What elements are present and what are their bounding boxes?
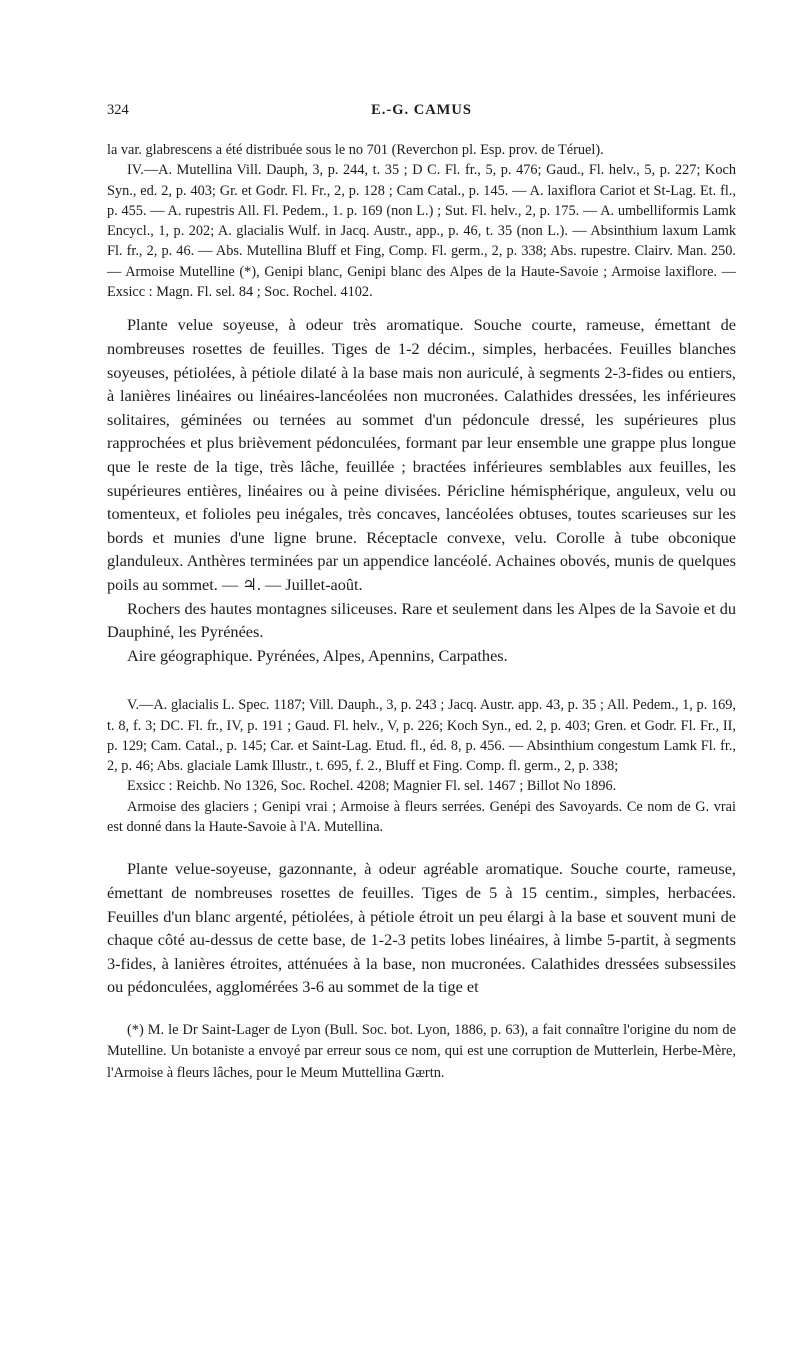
continuation-text: la var. glabrescens a été distribuée sous le no 701 (Reverchon pl. Esp. prov. de Téruel).: [107, 142, 604, 158]
species-iv-distribution: Aire géographique. Pyrénées, Alpes, Apennins, Carpathes.: [127, 645, 508, 665]
species-iv-description: Plante velue soyeuse, à odeur très aromatique. Souche courte, rameuse, émettant de nombreuses rosettes de feuilles. Tiges de 1-2 décim., simples, herbacées. Feuilles blanches soyeuses, pétiolées, à pétiole dilaté à la base mais non auriculé, à segments 2-3-fides ou entiers, à lanières linéaires ou linéaires-lancéolées non mucronées. Calathides dressées, les inférieures solitaires, géminées ou ternées au sommet d'un pédoncule dressé, les supérieures plus rapprochées et plus brièvement pédonculées, formant par leur ensemble une grappe plus longue que le reste de la tige, très lâche, feuillée ; bractées inférieures semblables aux feuilles, les supérieures entières, linéaires ou à peine divisées. Péricline hémisphérique, anguleux, velu ou tomenteux, et folioles peu inégales, très concaves, lancéolées obtuses, toutes scarieuses sur les bords et munies d'une ligne brune. Réceptacle convexe, velu. Corolle à tube obconique glanduleux. Anthères terminées par un appendice lancéolé. Achaines obovés, munis de quelques poils au sommet. — ♃. — Juillet-août.: [107, 315, 736, 594]
species-iv-habitat: Rochers des hautes montagnes siliceuses. Rare et seulement dans les Alpes de la Savoie et du Dauphiné, les Pyrénées.: [107, 598, 736, 642]
species-iv-synonymy-bibliography: IV.—A. Mutellina Vill. Dauph, 3, p. 244, t. 35 ; D C. Fl. fr., 5, p. 476; Gaud., Fl. helv., 5, p. 227; Koch Syn., ed. 2, p. 403; Gr. et Godr. Fl. Fr., 2, p. 128 ; Cam Catal., p. 145. — A. laxiflora Cariot et St-Lag. Et. fl., p. 455. — A. rupestris All. Fl. Pedem., 1. p. 169 (non L.) ; Sut. Fl. helv., 2, p. 175. — A. umbelliformis Lamk Encycl., 1, p. 202; A. glacialis Wulf. in Jacq. Austr., app., p. 46, t. 35 (non L.). — Absinthium laxum Lamk Fl. fr., 2, p. 46. — Abs. Mutellina Bluff et Fing, Comp. Fl. germ., 2, p. 338; Abs. rupestre. Clairv. Man. 250. — Armoise Mutelline (*), Genipi blanc, Genipi blanc des Alpes de la Haute-Savoie ; Armoise laxiflore. — Exsicc : Magn. Fl. sel. 84 ; Soc. Rochel. 4102.: [107, 162, 736, 301]
species-v-synonymy-bibliography: V.—A. glacialis L. Spec. 1187; Vill. Dauph., 3, p. 243 ; Jacq. Austr. app. 43, p. 35 ; All. Pedem., 1, p. 169, t. 8, f. 3; DC. Fl. fr., IV, p. 191 ; Gaud. Fl. helv., V, p. 226; Koch Syn., ed. 2, p. 403; Gren. et Godr. Fl. Fr., II, p. 129; Cam. Catal., p. 145; Car. et Saint-Lag. Etud. fl., éd. 8, p. 456. — Absinthium congestum Lamk Fl. fr., 2, p. 46; Abs. glaciale Lamk Illustr., t. 695, f. 2., Bluff et Fing. Comp. fl. germ., 2, p. 338;: [107, 697, 736, 775]
page-number: 324: [107, 102, 129, 118]
footnote: (*) M. le Dr Saint-Lager de Lyon (Bull. Soc. bot. Lyon, 1886, p. 63), a fait connaître l'origine du nom de Mutelline. Un botaniste a envoyé par erreur sous ce nom, qui est une corruption de Mutterlein, Herbe-Mère, l'Armoise à fleurs lâches, pour le Meum Muttellina Gærtn.: [107, 1021, 736, 1081]
species-v-description: Plante velue-soyeuse, gazonnante, à odeur agréable aromatique. Souche courte, rameuse, émettant de nombreuses rosettes de feuilles. Tiges de 5 à 15 centim., simples, herbacées. Feuilles d'un blanc argenté, pétiolées, à pétiole étroit un peu élargi à la base et souvent muni de chaque côté au-dessus de cette base, de 1-2-3 petits lobes linéaires, à limbe 5-partit, à segments 3-fides, à lanières étroites, atténuées à la base, non mucronées. Calathides dressées subsessiles ou pédonculées, agglomérées 3-6 au sommet de la tige et: [107, 859, 736, 997]
running-head: E.-G. CAMUS: [371, 102, 472, 118]
page-header: [107, 100, 736, 126]
species-v-common-names: Armoise des glaciers ; Genipi vrai ; Armoise à fleurs serrées. Genépi des Savoyards. Ce nom de G. vrai est donné dans la Haute-Savoie à l'A. Mutellina.: [107, 798, 736, 836]
species-v-exsiccata: Exsicc : Reichb. No 1326, Soc. Rochel. 4208; Magnier Fl. sel. 1467 ; Billot No 1896.: [127, 778, 617, 795]
